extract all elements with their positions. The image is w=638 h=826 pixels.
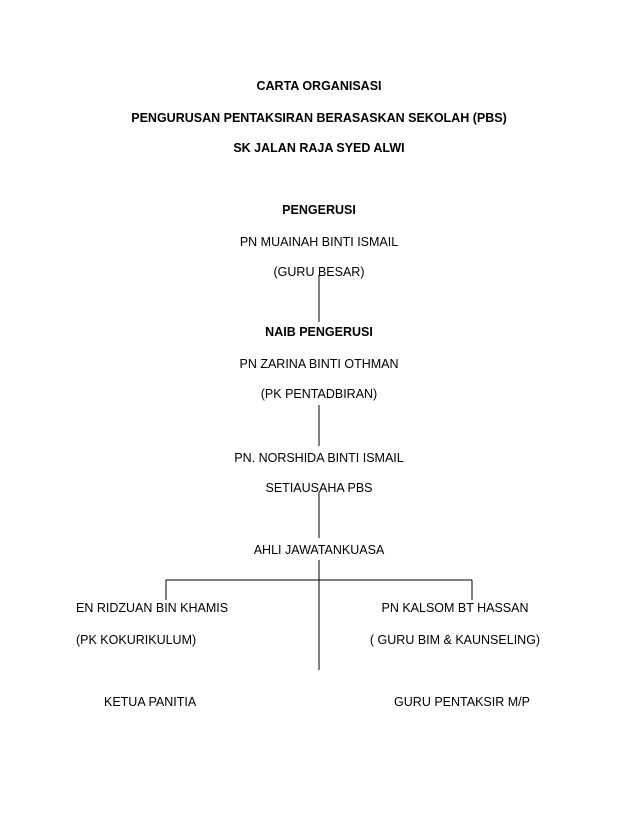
vice-chairman-role: NAIB PENGERUSI — [265, 325, 373, 339]
vice-chairman-position: (PK PENTADBIRAN) — [260, 387, 378, 401]
bottom-left-role: KETUA PANITIA — [104, 695, 197, 709]
school-name: SK JALAN RAJA SYED ALWI — [233, 141, 405, 155]
secretary-position: SETIAUSAHA PBS — [265, 481, 373, 495]
vice-chairman-name: PN ZARINA BINTI OTHMAN — [239, 357, 399, 371]
bottom-right-role: GURU PENTAKSIR M/P — [394, 695, 530, 709]
secretary-name: PN. NORSHIDA BINTI ISMAIL — [234, 451, 404, 465]
chairman-position: (GURU BESAR) — [273, 265, 365, 279]
chart-title: CARTA ORGANISASI — [256, 79, 382, 93]
chairman-role: PENGERUSI — [282, 203, 356, 217]
committee-left-name: EN RIDZUAN BIN KHAMIS — [76, 601, 229, 615]
committee-label: AHLI JAWATANKUASA — [253, 543, 385, 557]
committee-left-position: (PK KOKURIKULUM) — [76, 633, 197, 647]
committee-right-position: ( GURU BIM & KAUNSELING) — [369, 633, 541, 647]
chairman-name: PN MUAINAH BINTI ISMAIL — [239, 235, 399, 249]
chart-subtitle: PENGURUSAN PENTAKSIRAN BERASASKAN SEKOLAH (PBS) — [131, 111, 507, 125]
committee-right-name: PN KALSOM BT HASSAN — [381, 601, 529, 615]
